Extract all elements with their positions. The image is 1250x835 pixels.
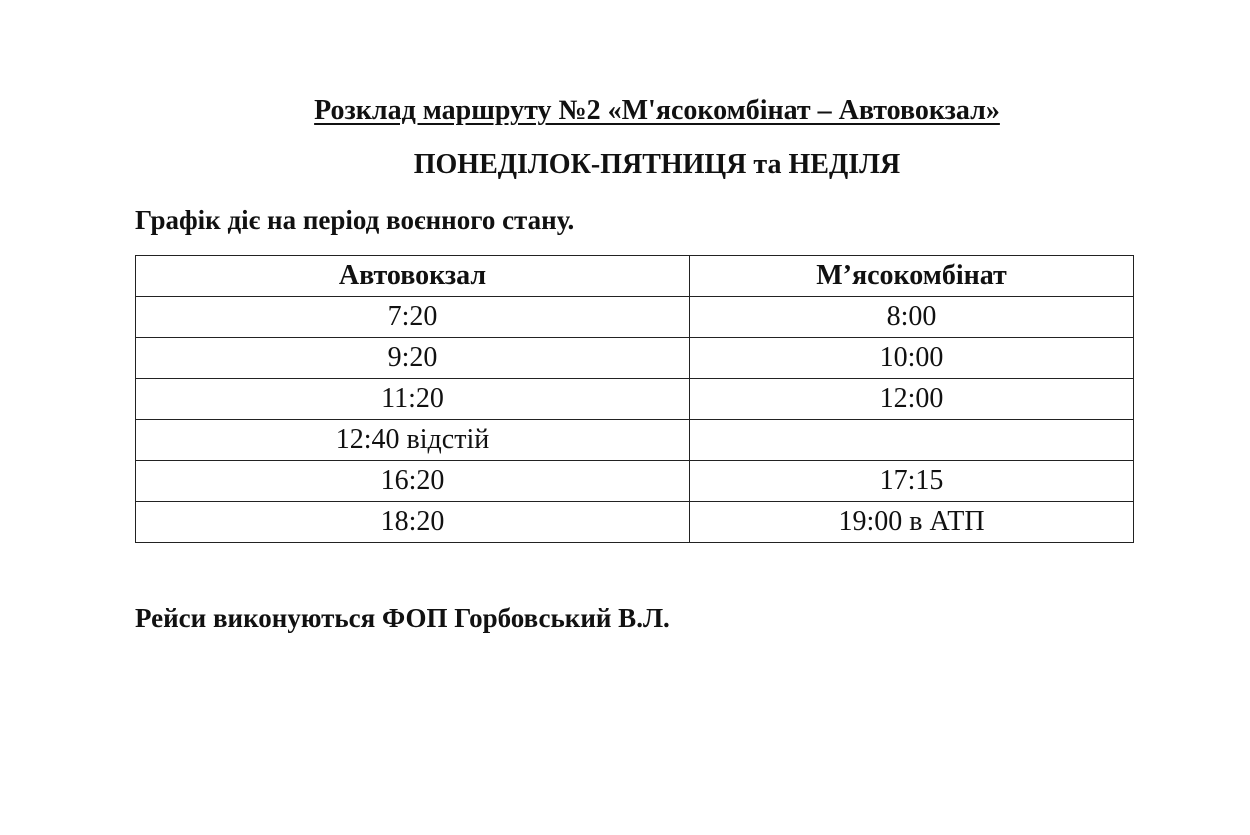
column-header-bus-station: Автовокзал [136,256,690,297]
operator-note: Рейси виконуються ФОП Горбовський В.Л. [135,603,670,633]
schedule-validity-note: Графік діє на період воєнного стану. [135,205,575,235]
departure-bus-station: 16:20 [136,461,690,502]
departure-meat-plant: 17:15 [690,461,1134,502]
table-row [136,379,1134,420]
departure-meat-plant: 12:00 [690,379,1134,420]
departure-meat-plant: 8:00 [690,297,1134,338]
document-title: Розклад маршруту №2 «М'ясокомбінат – Автовокзал» [314,95,1000,126]
departure-bus-station: 7:20 [136,297,690,338]
departure-bus-station: 9:20 [136,338,690,379]
departure-meat-plant: 10:00 [690,338,1134,379]
table-row [136,461,1134,502]
table-row [136,420,1134,461]
schedule-header-row [136,256,1134,297]
departure-meat-plant: 19:00 в АТП [690,502,1134,543]
schedule-table [135,255,1134,543]
column-header-meat-plant: М’ясокомбінат [690,256,1134,297]
table-row [136,502,1134,543]
table-row [136,338,1134,379]
table-row [136,297,1134,338]
document-subtitle: ПОНЕДІЛОК-ПЯТНИЦЯ та НЕДІЛЯ [413,149,901,180]
departure-meat-plant [690,420,1134,461]
departure-bus-station: 18:20 [136,502,690,543]
departure-bus-station: 12:40 відстій [136,420,690,461]
departure-bus-station: 11:20 [136,379,690,420]
